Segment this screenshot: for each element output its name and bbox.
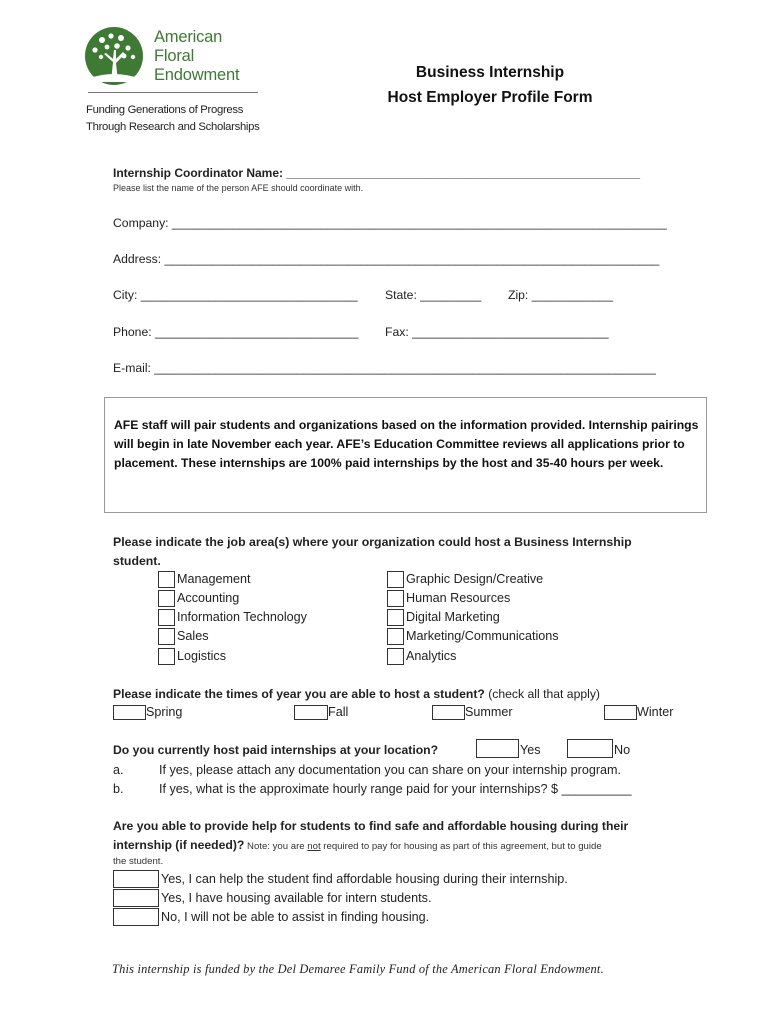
option-label: Marketing/Communications <box>406 629 559 643</box>
paid-item-b-hourly-range[interactable]: If yes, what is the approximate hourly range paid for your internships? $ __________ <box>159 782 632 796</box>
times-question: Please indicate the times of year you are able to host a student? <box>113 687 485 701</box>
option-label: No, I will not be able to assist in finding housing. <box>161 910 430 924</box>
option-label: Sales <box>177 629 209 643</box>
option-label: Yes <box>520 743 541 757</box>
address-field[interactable]: Address: _________________________________________________________________________ <box>113 252 660 266</box>
checkbox-housing-help[interactable] <box>113 870 159 888</box>
fax-field[interactable]: Fax: _____________________________ <box>385 325 609 339</box>
housing-note-cont: the student. <box>113 856 164 867</box>
afe-logo <box>80 24 280 139</box>
phone-field[interactable]: Phone: ______________________________ <box>113 325 359 339</box>
option-label: Accounting <box>177 591 240 605</box>
checkbox-housing-available[interactable] <box>113 889 159 907</box>
option-label: Fall <box>328 705 349 719</box>
checkbox-accounting[interactable] <box>158 590 175 607</box>
option-label: Logistics <box>177 649 226 663</box>
option-label: Summer <box>465 705 513 719</box>
list-marker: a. <box>113 763 124 777</box>
funding-footer: This internship is funded by the Del Demaree Family Fund of the American Floral Endowment. <box>112 962 604 976</box>
checkbox-analytics[interactable] <box>387 648 404 665</box>
checkbox-winter[interactable] <box>604 705 637 720</box>
checkbox-human-resources[interactable] <box>387 590 404 607</box>
city-field[interactable]: City: ________________________________ <box>113 288 358 302</box>
email-field[interactable]: E-mail: __________________________________________________________________________ <box>113 361 656 375</box>
info-notice-text: AFE staff will pair students and organizations based on the information provided. Internship pairings will begin in late November each year. AFE’s Education Committee reviews all applications prior to placement. These internships are 100% paid internships by the host and 35-40 hours per week. <box>114 418 699 470</box>
checkbox-summer[interactable] <box>432 705 465 720</box>
coordinator-field[interactable]: Internship Coordinator Name: _____________________________________________________ <box>113 166 641 180</box>
checkbox-paid-no[interactable] <box>567 739 613 758</box>
paid-item-a: If yes, please attach any documentation you can share on your internship program. <box>159 763 622 777</box>
info-notice-box <box>104 397 707 513</box>
state-field[interactable]: State: _________ <box>385 288 482 302</box>
option-label: Spring <box>146 705 183 719</box>
list-marker: b. <box>113 782 124 796</box>
option-label: No <box>614 743 631 757</box>
housing-question: Are you able to provide help for students to find safe and affordable housing during their <box>113 819 629 833</box>
times-note: (check all that apply) <box>488 687 600 701</box>
option-label: Graphic Design/Creative <box>406 572 544 586</box>
option-label: Human Resources <box>406 591 511 605</box>
option-label: Analytics <box>406 649 457 663</box>
checkbox-paid-yes[interactable] <box>476 739 519 758</box>
checkbox-housing-no[interactable] <box>113 908 159 926</box>
tree-icon <box>80 26 148 88</box>
logo-divider <box>88 92 258 93</box>
logo-wordmark: American Floral Endowment <box>154 28 240 84</box>
housing-note: Note: you are not required to pay for housing as part of this agreement, but to guide <box>244 841 602 852</box>
checkbox-information-technology[interactable] <box>158 609 175 626</box>
job-areas-question-cont: student. <box>113 554 161 568</box>
checkbox-management[interactable] <box>158 571 175 588</box>
checkbox-digital-marketing[interactable] <box>387 609 404 626</box>
checkbox-spring[interactable] <box>113 705 146 720</box>
company-field[interactable]: Company: _________________________________________________________________________ <box>113 216 667 230</box>
logo-tagline: Funding Generations of Progress Through Research and Scholarships <box>86 104 260 133</box>
paid-question: Do you currently host paid internships at your location? <box>113 743 439 757</box>
housing-question-row <box>113 838 602 852</box>
checkbox-fall[interactable] <box>294 705 328 720</box>
option-label: Yes, I have housing available for intern students. <box>161 891 432 905</box>
times-question-row <box>113 687 600 701</box>
job-areas-question: Please indicate the job area(s) where your organization could host a Business Internship <box>113 535 632 549</box>
checkbox-graphic-design[interactable] <box>387 571 404 588</box>
form-title: Business Internship Host Employer Profile Form <box>387 64 593 106</box>
checkbox-sales[interactable] <box>158 628 175 645</box>
option-label: Management <box>177 572 251 586</box>
option-label: Yes, I can help the student find affordable housing during their internship. <box>161 872 568 886</box>
checkbox-marketing-communications[interactable] <box>387 628 404 645</box>
zip-field[interactable]: Zip: ____________ <box>508 288 614 302</box>
option-label: Digital Marketing <box>406 610 500 624</box>
option-label: Information Technology <box>177 610 307 624</box>
checkbox-logistics[interactable] <box>158 648 175 665</box>
housing-question-cont: internship (if needed)? <box>113 838 245 852</box>
option-label: Winter <box>637 705 674 719</box>
coordinator-hint: Please list the name of the person AFE should coordinate with. <box>113 183 364 193</box>
